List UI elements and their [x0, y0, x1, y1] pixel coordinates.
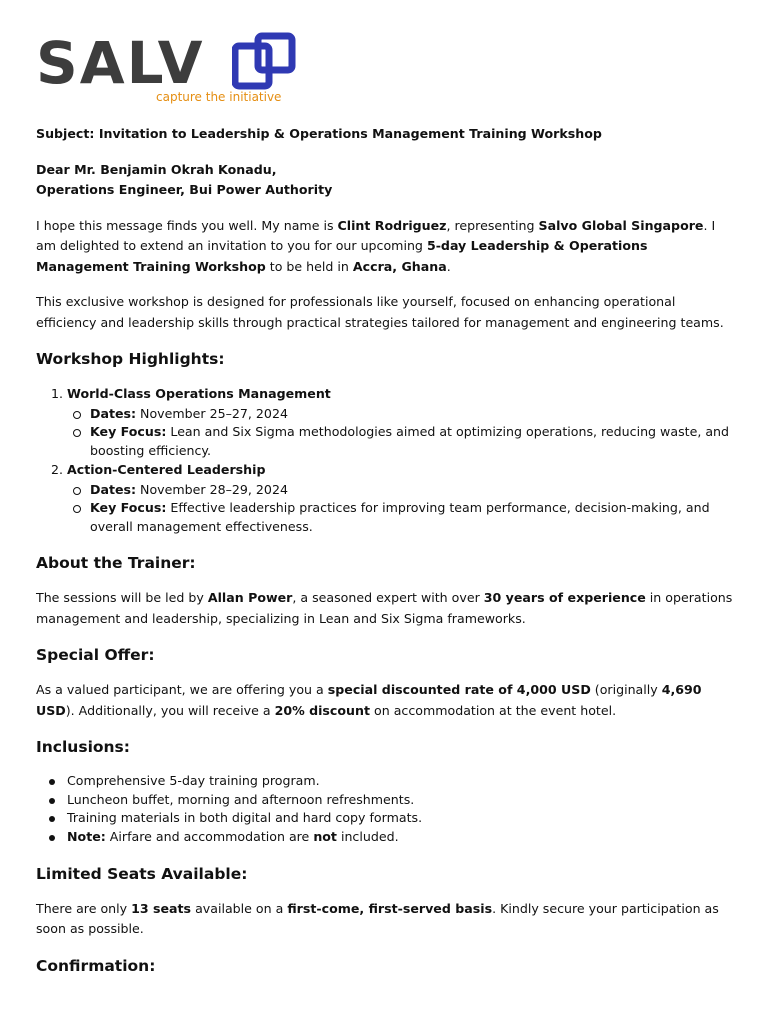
inclusion-item: Luncheon buffet, morning and afternoon refreshments.	[67, 791, 736, 810]
sender-name: Clint Rodriguez	[337, 217, 447, 233]
inclusion-item: Training materials in both digital and hard copy formats.	[67, 809, 736, 828]
offer-heading: Special Offer:	[36, 646, 155, 664]
highlight-dates	[90, 481, 736, 500]
note-label: Note:	[67, 829, 106, 845]
highlight-item	[67, 384, 736, 460]
salutation	[36, 160, 736, 201]
seats-text: There are only	[36, 900, 132, 916]
workshop-location: Accra, Ghana	[352, 258, 447, 274]
logo-tagline: capture the initiative	[156, 90, 282, 104]
trainer-text: , a seasoned expert with over	[292, 590, 484, 605]
note-emphasis: not	[313, 829, 337, 845]
offer-text: (originally	[590, 682, 662, 697]
focus-value: Lean and Six Sigma methodologies aimed at optimizing operations, reducing waste, and boosting efficiency.	[90, 424, 730, 458]
highlight-focus	[90, 423, 736, 460]
intro-text: to be held in	[265, 258, 353, 274]
highlight-title: Action-Centered Leadership	[67, 462, 266, 477]
logo-text-gray: SALV	[36, 29, 205, 97]
intro-text: .	[446, 258, 451, 274]
seats-basis: first-come, first-served basis	[287, 900, 493, 916]
offer-paragraph	[36, 680, 736, 721]
highlights-heading: Workshop Highlights:	[36, 350, 225, 368]
highlight-item	[67, 460, 736, 536]
original-price: 4,690 USD	[36, 682, 702, 718]
inclusion-item: Comprehensive 5-day training program.	[67, 772, 736, 791]
accommodation-discount: 20% discount	[274, 702, 370, 718]
trainer-text: in operations management and leadership, specializing in Lean and Six Sigma frameworks.	[36, 590, 733, 626]
intro-text: , representing	[446, 217, 539, 233]
offer-text: As a valued participant, we are offering you a	[36, 682, 328, 697]
description-paragraph: This exclusive workshop is designed for professionals like yourself, focused on enhancing operational efficiency and leadership skills through practical strategies tailored for management and engineering teams.	[36, 294, 724, 330]
company-name: Salvo Global Singapore	[538, 217, 704, 233]
seats-paragraph	[36, 899, 736, 940]
intro-text: . I am delighted to extend an invitation to you for our upcoming	[36, 217, 716, 253]
seats-heading: Limited Seats Available:	[36, 864, 248, 883]
trainer-name: Allan Power	[207, 590, 293, 605]
focus-label: Key Focus:	[90, 500, 167, 515]
trainer-paragraph	[36, 588, 736, 629]
trainer-heading: About the Trainer:	[36, 554, 196, 572]
offer-text: on accommodation at the event hotel.	[370, 702, 617, 718]
logo-wordmark	[36, 29, 205, 97]
inclusions-list	[36, 772, 736, 847]
salvo-logo	[36, 30, 306, 110]
offer-rate: special discounted rate of 4,000 USD	[327, 682, 591, 697]
letter-body	[36, 124, 736, 991]
highlight-focus	[90, 499, 736, 536]
confirmation-heading: Confirmation:	[36, 956, 156, 975]
note-text: included.	[336, 829, 399, 845]
workshop-name: 5-day Leadership & Operations Management Training Workshop	[36, 238, 648, 274]
offer-text: ). Additionally, you will receive a	[65, 702, 275, 718]
dates-label: Dates:	[90, 405, 137, 421]
focus-value: Effective leadership practices for improving team performance, decision-making, and overall management effectiveness.	[90, 500, 710, 534]
focus-label: Key Focus:	[90, 424, 167, 439]
highlight-title: World-Class Operations Management	[67, 386, 331, 401]
highlights-list	[36, 384, 736, 536]
highlight-dates	[90, 405, 736, 424]
seats-count: 13 seats	[131, 900, 192, 916]
seats-text: available on a	[191, 900, 288, 916]
trainer-text: The sessions will be led by	[36, 590, 208, 605]
trainer-experience: 30 years of experience	[483, 590, 646, 605]
intro-text: I hope this message finds you well. My name is	[36, 217, 338, 233]
highlight-details	[67, 405, 736, 461]
salutation-title: Operations Engineer, Bui Power Authority	[36, 182, 333, 197]
dates-label: Dates:	[90, 481, 137, 497]
inclusions-heading: Inclusions:	[36, 738, 130, 756]
dates-value: November 28–29, 2024	[136, 481, 288, 497]
salutation-name: Dear Mr. Benjamin Okrah Konadu,	[36, 161, 277, 177]
logo-o-mark-icon	[232, 32, 298, 90]
intro-paragraph	[36, 216, 736, 278]
inclusion-note	[67, 828, 736, 847]
note-text: Airfare and accommodation are	[105, 829, 314, 845]
dates-value: November 25–27, 2024	[136, 405, 288, 421]
highlight-details	[67, 481, 736, 537]
seats-text: . Kindly secure your participation as soon as possible.	[36, 900, 719, 937]
subject-line: Subject: Invitation to Leadership & Operations Management Training Workshop	[36, 126, 602, 141]
